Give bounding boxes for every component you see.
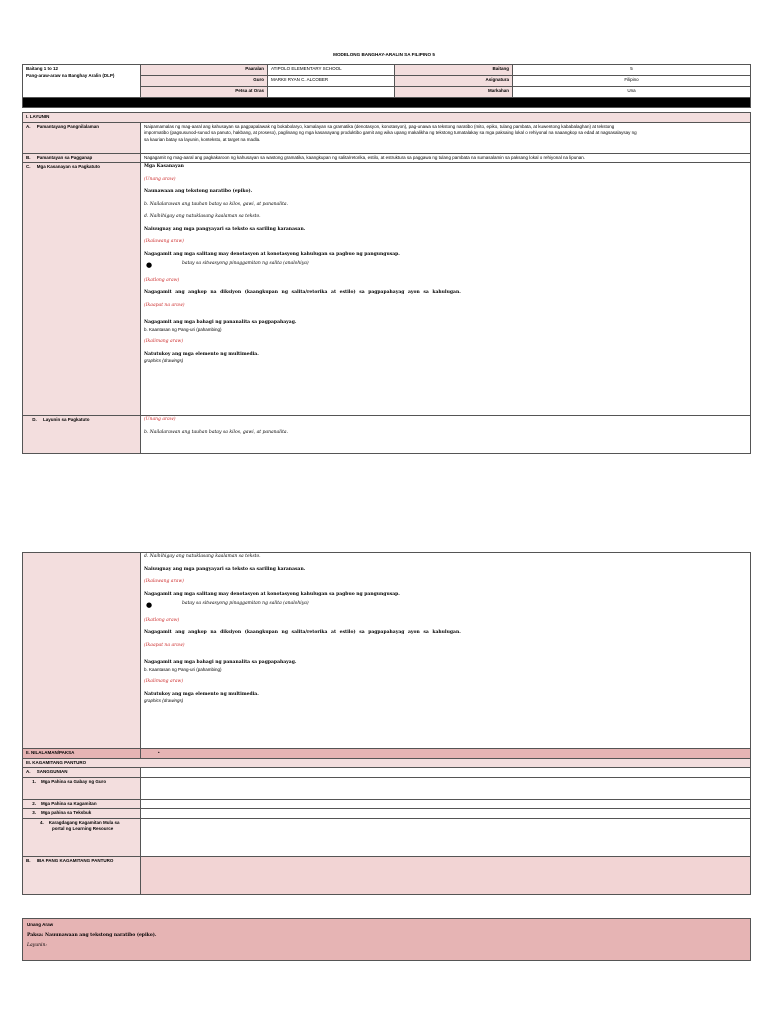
competency-line: b. Kaantasan ng Pang-uri (pahambing) [144, 326, 222, 332]
kasanayan-label [23, 163, 141, 416]
a-text-line-3: sa kaurian batay sa layunin, konteksto, at target na madla. [144, 136, 261, 142]
continuation-label-cell [23, 553, 141, 749]
competency-line: Nagagamit ang angkop na diksiyon (kaangkupan ng salita/retorika at estilo) sa pagpapahayag ayon sa kahulugan. [144, 630, 461, 636]
competency-line: b. Kaantasan ng Pang-uri (pahambing) [144, 666, 222, 672]
competency-line: graphics (drawings) [144, 698, 184, 704]
pamantayang-pangnilalaman-label [23, 122, 141, 153]
sanggunian-1-value [141, 777, 751, 799]
day-label: (Ikatlong araw) [144, 617, 180, 623]
s1-number: 1. [32, 778, 37, 784]
iba-pang-kagamitan-label [23, 856, 141, 894]
pamantayan-sa-pagganap-label [23, 153, 141, 163]
b-marker: B. [26, 154, 31, 160]
nilalaman-value [141, 749, 751, 759]
competency-line: Nagagamit ang mga bahagi ng pananalita sa pagpapahayag. [144, 320, 297, 326]
black-divider [23, 98, 751, 108]
c-marker: C. [26, 164, 31, 170]
unang-araw-label: Unang Araw [27, 922, 54, 927]
d-marker: D. [32, 417, 37, 423]
sanggunian-value [141, 768, 751, 778]
competency-line: d. Naihihigay ang natuklasang kaalaman sa teksto. [144, 214, 261, 220]
day-label: (Unang araw) [144, 176, 176, 182]
competency-line: Nagagamit ang mga salitang may denotasyon at konotasyong kahulugan sa pagbuo ng pangungusap. [144, 591, 400, 597]
day-label: (Ikalawang araw) [144, 239, 184, 245]
asignatura-label: Asignatura [395, 76, 513, 87]
pamantayang-pangnilalaman-text [141, 122, 751, 153]
petsa-value [268, 87, 395, 98]
sanggunian-label [23, 768, 141, 778]
petsa-label: Petsa at Oras [141, 87, 268, 98]
b-title: IBA PANG KAGAMITANG PANTURO [36, 857, 114, 863]
kagamitan-heading: III. KAGAMITANG PANTURO [23, 758, 751, 768]
s4-number: 4. [40, 819, 44, 825]
baitang-label: Baitang [395, 65, 513, 76]
a-title: SANGGUNIAN [36, 769, 68, 775]
competency-line: b. Nailalarawan ang tauhan batay sa kilos, gawi, at pananalita. [144, 201, 289, 207]
sanggunian-3-value [141, 809, 751, 819]
pamantayan-sa-pagganap-text: Nagagamit ng mag-aaral ang pagkakaroon ng kahusayan sa wastong gramatika, kaangkupan ng salita/retorika, estilo, at estruktura sa paggawa ng tulang pambata na sumasalamin sa paksang lokal o rehiyonal na lipunan. [141, 153, 751, 163]
day-label: (Ikatlong araw) [144, 277, 180, 283]
markahan-label: Markahan [395, 87, 513, 98]
competency-line: Naiuugnay ang mga pangyayari sa teksto sa sariling karanasan. [144, 226, 306, 232]
day-label: (Unang araw) [144, 417, 176, 423]
markahan-value: Una [513, 87, 751, 98]
day-label: (Ikaapat na araw) [144, 302, 185, 308]
layunin-sa-pagkatuto-content [141, 416, 751, 454]
competency-line: Nagagamit ang angkop na diksiyon (kaangkupan ng salita/retorika at estilo) sa pagpapahayag ayon sa kahulugan. [144, 290, 461, 296]
bullet-icon: ● [146, 261, 153, 270]
layunin-table [22, 112, 751, 454]
competency-line: Natutukoy ang mga elemento ng multimedia. [144, 691, 259, 697]
competency-line: Nagagamit ang mga salitang may denotasyon at konotasyong kahulugan sa pagbuo ng pangungusap. [144, 251, 400, 257]
paaralan-label: Paaralan [141, 65, 268, 76]
bottom-day-box [22, 918, 751, 961]
s4-text-1: Karagdagang Kagamitan Mula sa [48, 819, 120, 825]
bullet-icon: ● [146, 601, 153, 610]
iba-pang-kagamitan-value [141, 856, 751, 894]
s2-text: Mga Pahina sa Kagamitan [41, 800, 97, 806]
nilalaman-bullet: • [158, 750, 160, 755]
competency-line: Nagagamit ang mga bahagi ng pananalita sa pagpapahayag. [144, 660, 297, 666]
layunin-sa-pagkatuto-label [23, 416, 141, 454]
day-label: (Ikalimang araw) [144, 339, 184, 345]
day-label: (Ikalawang araw) [144, 579, 184, 585]
c-title: Mga Kasanayan sa Pagkatuto [36, 164, 101, 170]
objective-line: b. Nailalarawan ang tauhan batay sa kilos, gawi, at pananalita. [144, 429, 289, 435]
dlp-label: Pang-araw-araw na Banghay Aralin (DLP) [26, 72, 115, 78]
competency-line: Naunawaan ang tekstong naratibo (epiko). [144, 189, 253, 195]
sanggunian-2-value [141, 799, 751, 809]
a-marker: A. [26, 123, 31, 129]
bullet-item [144, 261, 747, 268]
sanggunian-4-label [23, 818, 141, 856]
nilalaman-label: II. NILALAMAN/PAKSA [23, 749, 141, 759]
s3-number: 3. [32, 810, 37, 816]
kasanayan-content [141, 163, 751, 416]
sanggunian-2-label [23, 799, 141, 809]
paaralan-value: ATIPOLO ELEMENTARY SCHOOL [268, 65, 395, 76]
a-marker: A. [26, 769, 31, 775]
header-table [22, 64, 751, 108]
layunin-heading: I. LAYUNIN [23, 113, 751, 123]
guro-value: MARKII RYAN C. ALCOBER [268, 76, 395, 87]
s4-text-2: portal ng Learning Resource [52, 826, 114, 832]
baitang-value: 5 [513, 65, 751, 76]
layunin-line: Layunin: [27, 943, 47, 949]
competency-line: graphics (drawings) [144, 358, 184, 364]
a-text-line-2: impormatibo (pagsusunod-sunod sa panuto, hakbang, at proseso), paglinang ng mga kasanayang produktibo gamit ang wika upang makalikha ng tekstong tumatalakay sa mga paksaing lokal o rehiyonal na naaangkop sa edad at nagsasalaysay ng [144, 130, 637, 136]
unang-araw-cell [23, 919, 751, 961]
page2-table [22, 552, 751, 895]
kasanayan-heading: Mga Kasanayan [144, 164, 184, 170]
document-title: MODELONG BANGHAY-ARALIN SA FILIPINO 5 [333, 52, 435, 57]
competency-line: Naiuugnay ang mga pangyayari sa teksto sa sariling karanasan. [144, 566, 306, 572]
sanggunian-4-value [141, 818, 751, 856]
a-text-line-1: Naipamamalas ng mag-aaral ang kahusayan sa pagpapalawak ng bokabolaryo, kamalayan sa gramatika (denotasyon, konotasyon), pag-unawa sa tekstong naratibo (mito, epiko, tulang pambata, at kuwentong kababalaghan) at tekstong [144, 123, 615, 129]
day-label: (Ikaapat na araw) [144, 642, 185, 648]
bullet-text: batay sa sitwasyong pinaggamitan ng salita (analohiya) [182, 601, 309, 607]
b-title: Pamantayan sa Pagganap [36, 154, 93, 160]
header-left-cell [23, 65, 141, 98]
day-label: (Ikalimang araw) [144, 679, 184, 685]
bullet-item [144, 601, 747, 608]
paksa-line: Paksa: Nauunawaan ang tekstong naratibo (epiko). [27, 932, 157, 938]
guro-label: Guro [141, 76, 268, 87]
b-marker: B. [26, 857, 31, 863]
sanggunian-3-label [23, 809, 141, 819]
s2-number: 2. [32, 800, 37, 806]
asignatura-value: Filipino [513, 76, 751, 87]
d-title: Layunin sa Pagkatuto [43, 417, 90, 423]
competency-line: d. Naihihigay ang natuklasang kaalaman sa teksto. [144, 554, 261, 559]
continuation-content [141, 553, 751, 749]
grade-range: Baitang 1 to 12 [26, 66, 59, 71]
s1-text: Mga Pahina sa Gabay ng Guro [41, 778, 107, 784]
bullet-text: batay sa sitwasyong pinaggamitan ng salita (analohiya) [182, 261, 309, 267]
sanggunian-1-label [23, 777, 141, 799]
competency-line: Natutukoy ang mga elemento ng multimedia. [144, 351, 259, 357]
a-title: Pamantayang Pangnilalaman [36, 123, 100, 129]
s3-text: Mga pahina sa Teksbuk [41, 810, 92, 816]
